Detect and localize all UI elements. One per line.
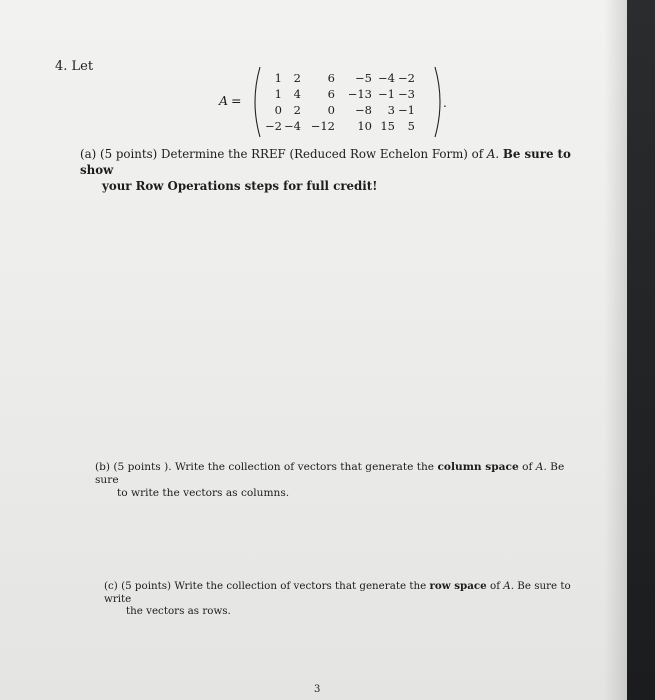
matrix-entry: −5 [355, 71, 372, 85]
part-a-question [80, 146, 600, 194]
part-a-suffix: . [495, 147, 500, 161]
matrix-entry: −2 [398, 71, 415, 85]
page-edge-shadow [604, 0, 628, 700]
part-b-question [95, 461, 585, 500]
matrix-entry: −4 [378, 71, 395, 85]
matrix-entry: 15 [380, 119, 395, 133]
part-b-line2: to write the vectors as columns. [117, 487, 290, 499]
matrix-entry: −12 [310, 119, 335, 133]
matrix-entry: 6 [327, 71, 335, 85]
matrix-entry: −1 [398, 103, 415, 117]
part-a-bold-2: your Row Operations steps for full credit! [102, 179, 378, 193]
page-number: 3 [314, 684, 321, 695]
matrix-entry: 10 [357, 119, 372, 133]
matrix-entry: 4 [293, 87, 301, 101]
matrix-entry: −1 [378, 87, 395, 101]
matrix-entry: −2 [265, 119, 282, 133]
matrix-name: A [219, 93, 229, 108]
matrix-entry: −13 [347, 87, 372, 101]
matrix-entry: −8 [355, 103, 372, 117]
part-c-bold: row space [429, 580, 487, 592]
equals-sign: = [231, 93, 242, 108]
matrix-entry: 0 [327, 103, 335, 117]
matrix-entry: −3 [398, 87, 415, 101]
part-c-var: A [503, 580, 511, 592]
matrix-entry: 0 [274, 103, 282, 117]
background-surface [627, 0, 655, 700]
part-c-text: (c) (5 points) Write the collection of vectors that generate the [104, 580, 430, 592]
part-a-bold-1: Be sure to show [80, 147, 571, 177]
matrix-entry: 2 [293, 71, 301, 85]
matrix-period: . [443, 96, 447, 110]
part-c-suffix: . Be sure to write [104, 580, 571, 605]
matrix-definition [219, 66, 464, 138]
part-a-text: (a) (5 points) Determine the RREF (Reduced Row Echelon Form) of [80, 147, 487, 161]
part-b-suffix: . Be sure [95, 461, 565, 486]
part-b-text: (b) (5 points ). Write the collection of vectors that generate the [95, 461, 438, 473]
matrix-entry: 2 [293, 103, 301, 117]
part-b-bold: column space [437, 461, 519, 473]
part-b-mid: of [518, 461, 536, 473]
matrix-entry: 1 [274, 71, 282, 85]
matrix-entry: 3 [387, 103, 395, 117]
part-c-mid: of [486, 580, 504, 592]
part-c-line2: the vectors as rows. [126, 605, 231, 617]
part-b-var: A [535, 461, 544, 473]
matrix-entry: 6 [327, 87, 335, 101]
part-a-var: A [486, 147, 496, 161]
problem-label: 4. Let [55, 59, 94, 74]
part-c-question [104, 580, 584, 618]
matrix-entry: −4 [284, 119, 301, 133]
matrix-lhs [219, 93, 242, 108]
matrix-entry: 5 [407, 119, 415, 133]
matrix-grid [260, 70, 415, 134]
matrix-entry: 1 [274, 87, 282, 101]
